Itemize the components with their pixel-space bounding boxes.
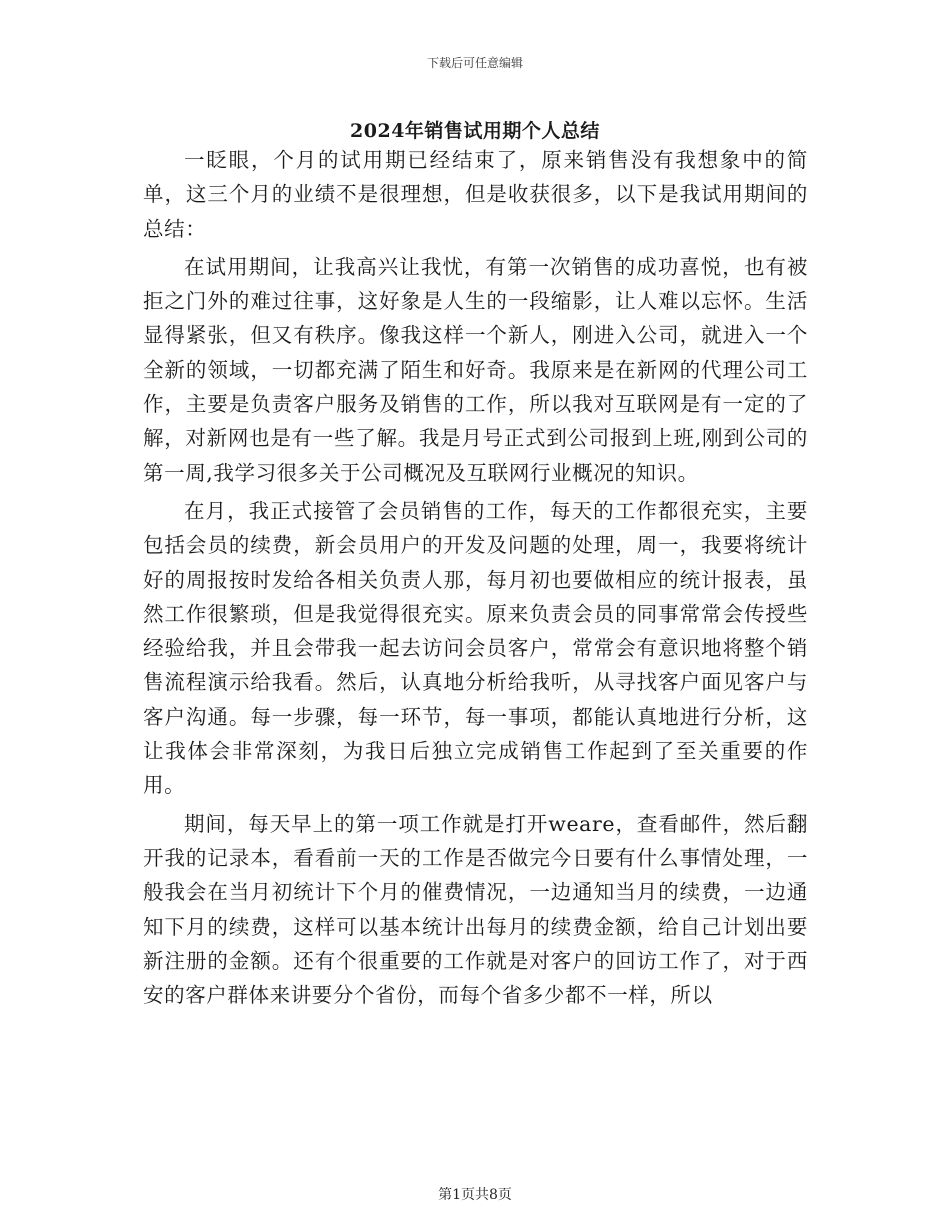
page-footer-number: 第1页共8页 [438,1187,512,1203]
page-header-note: 下载后可任意编辑 [426,56,523,70]
paragraph-2: 在试用期间，让我高兴让我忧，有第一次销售的成功喜悦，也有被拒之门外的难过往事，这好象是人生的一段缩影，让人难以忘怀。生活显得紧张，但又有秩序。像我这样一个新人，刚进入公司，就进入一个全新的领域，一切都充满了陌生和好奇。我原来是在新网的代理公司工作，主要是负责客户服务及销售的工作，所以我对互联网是有一定的了解，对新网也是有一些了解。我是月号正式到公司报到上班,刚到公司的第一周,我学习很多关于公司概况及互联网行业概况的知识。 [143,254,808,485]
document-body [143,143,808,1016]
paragraph-3: 在月，我正式接管了会员销售的工作，每天的工作都很充实，主要包括会员的续费，新会员用户的开发及问题的处理，周一，我要将统计好的周报按时发给各相关负责人那，每月初也要做相应的统计报表，虽然工作很繁琐，但是我觉得很充实。原来负责会员的同事常常会传授些经验给我，并且会带我一起去访问会员客户，常常会有意识地将整个销售流程演示给我看。然后，认真地分析给我听，从寻找客户面见客户与客户沟通。每一步骤，每一环节，每一事项，都能认真地进行分析，这让我体会非常深刻，为我日后独立完成销售工作起到了至关重要的作用。 [143,498,808,798]
paragraph-1: 一眨眼，个月的试用期已经结束了，原来销售没有我想象中的简单，这三个月的业绩不是很理想，但是收获很多，以下是我试用期间的总结： [143,148,808,241]
paragraph-4: 期间，每天早上的第一项工作就是打开weare，查看邮件，然后翻开我的记录本，看看前一天的工作是否做完今日要有什么事情处理，一般我会在当月初统计下个月的催费情况，一边通知当月的续费，一边通知下月的续费，这样可以基本统计出每月的续费金额，给自己计划出要新注册的金额。还有个很重要的工作就是对客户的回访工作了，对于西安的客户群体来讲要分个省份，而每个省多少都不一样，所以 [143,811,808,1008]
document-title: 2024年销售试用期个人总结 [350,120,600,142]
